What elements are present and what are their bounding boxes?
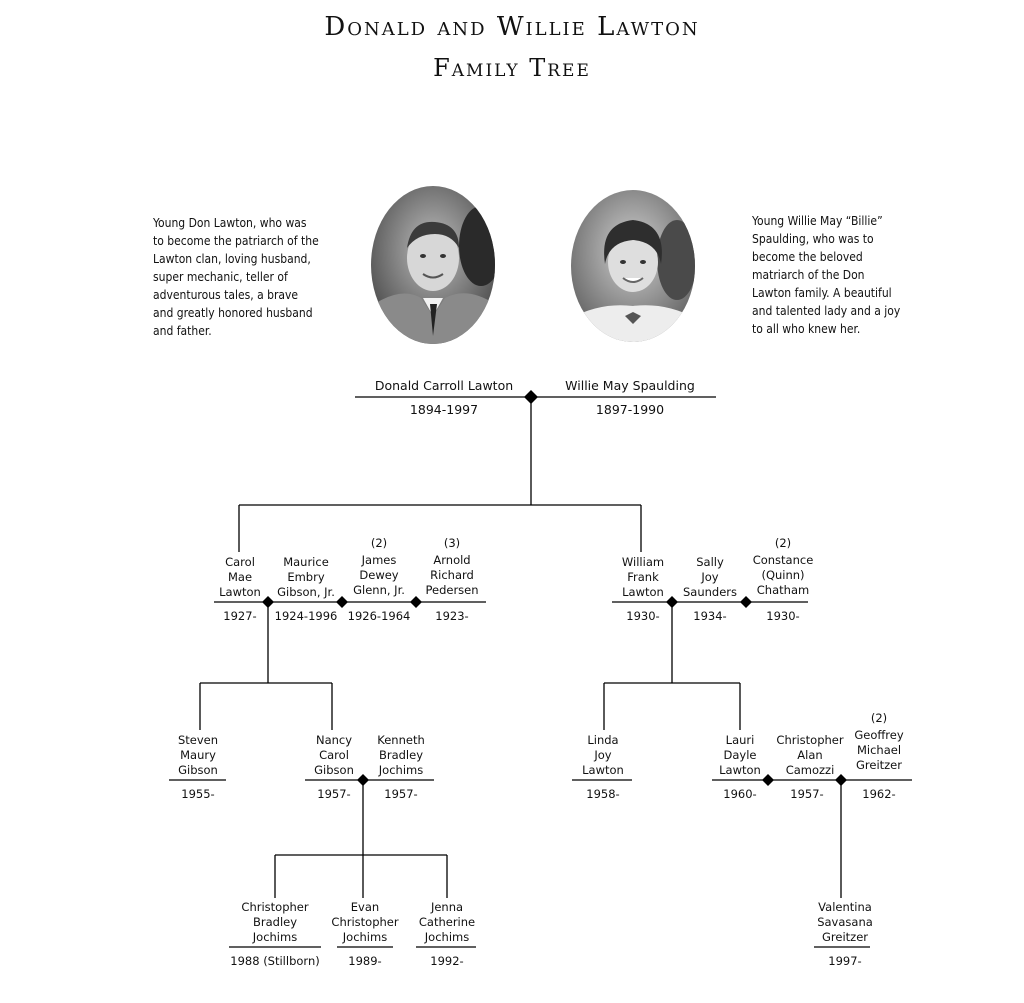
name-line: Michael (856, 743, 902, 757)
marriage-diamond (666, 596, 678, 608)
name-line: Lawton (582, 763, 624, 777)
marriage-diamond (410, 596, 422, 608)
name-line: Christopher (331, 915, 399, 929)
marriage-diamond (357, 774, 369, 786)
page-title: Donald and Willie Lawton (324, 12, 700, 42)
marriage-diamond (524, 390, 538, 404)
person-arnold (425, 536, 478, 598)
name-line: Savasana (817, 915, 873, 929)
marriage-number: (2) (370, 536, 388, 550)
name-line: Frank (627, 570, 659, 584)
dates-christopher-jochims: 1988 (Stillborn) (230, 954, 320, 968)
name-line: Camozzi (785, 763, 835, 777)
dates-lauri: 1960- (723, 787, 757, 801)
name-line: Alan (797, 748, 823, 762)
person-steven (178, 733, 218, 778)
name-line: Embry (287, 570, 325, 584)
caption-line: Spaulding, who was to (752, 232, 874, 246)
name-line: Evan (350, 900, 380, 914)
name-line: Lauri (725, 733, 755, 747)
person-sally (683, 555, 737, 600)
name-line: Richard (430, 568, 474, 582)
name-line: Joy (701, 570, 719, 584)
person-maurice (277, 555, 335, 600)
marriage-number: (2) (774, 536, 792, 550)
name-line: Steven (177, 733, 219, 747)
name-line: Maurice (283, 555, 329, 569)
name-line: Chatham (756, 583, 810, 597)
marriage-diamond (740, 596, 752, 608)
person-kenneth (377, 733, 425, 778)
person-nancy (314, 733, 354, 778)
name-line: Dayle (723, 748, 757, 762)
dates-geoffrey: 1962- (862, 787, 896, 801)
name-line: Geoffrey (854, 728, 904, 742)
person-valentina (817, 900, 873, 945)
name-line: Dewey (359, 568, 399, 582)
person-jenna (419, 900, 475, 945)
person-linda (582, 733, 624, 778)
name-line: Maury (180, 748, 216, 762)
person-james (353, 536, 405, 598)
dates-maurice: 1924-1996 (274, 609, 338, 623)
dates-steven: 1955- (181, 787, 215, 801)
dates-carol: 1927- (223, 609, 257, 623)
caption-line: matriarch of the Don (752, 268, 865, 282)
page-subtitle: Family Tree (433, 54, 591, 82)
name-line: Nancy (315, 733, 353, 747)
name-line: Lawton (622, 585, 664, 599)
dates-arnold: 1923- (435, 609, 469, 623)
marriage-number: (3) (443, 536, 461, 550)
name-line: Pedersen (425, 583, 479, 597)
name-line: Constance (752, 553, 814, 567)
caption-line: become the beloved (752, 250, 863, 264)
name-line: Arnold (433, 553, 471, 567)
person-carol (219, 555, 261, 600)
name-line: Christopher (776, 733, 844, 747)
dates-sally: 1934- (693, 609, 727, 623)
dates-nancy: 1957- (317, 787, 351, 801)
dates-christopher-camozzi: 1957- (790, 787, 824, 801)
name-line: Joy (594, 748, 612, 762)
name-line: Saunders (682, 585, 738, 599)
person-name-willie: Willie May Spaulding (565, 378, 695, 393)
name-line: Carol (319, 748, 349, 762)
name-line: William (621, 555, 665, 569)
marriage-diamond (262, 596, 274, 608)
person-constance (753, 536, 814, 598)
caption-line: super mechanic, teller of (153, 270, 288, 284)
name-line: Lawton (219, 585, 261, 599)
name-line: James (361, 553, 397, 567)
caption-line: and father. (153, 324, 212, 338)
dates-evan: 1989- (348, 954, 382, 968)
person-name-donald: Donald Carroll Lawton (374, 378, 514, 393)
name-line: Sally (696, 555, 724, 569)
marriage-diamond (762, 774, 774, 786)
person-dates-donald: 1894-1997 (409, 402, 479, 417)
person-william (622, 555, 664, 600)
name-line: Jochims (252, 930, 298, 944)
person-christopher-jochims (241, 900, 308, 945)
name-line: Christopher (241, 900, 309, 914)
person-geoffrey (854, 711, 903, 773)
name-line: Bradley (252, 915, 298, 929)
name-line: Kenneth (377, 733, 425, 747)
dates-james: 1926-1964 (347, 609, 411, 623)
name-line: Jochims (378, 763, 424, 777)
dates-constance: 1930- (766, 609, 800, 623)
dates-linda: 1958- (586, 787, 620, 801)
person-christopher-camozzi (776, 733, 843, 778)
dates-jenna: 1992- (430, 954, 464, 968)
name-line: Gibson (314, 763, 354, 777)
name-line: Valentina (818, 900, 872, 914)
dates-william: 1930- (626, 609, 660, 623)
name-line: Glenn, Jr. (353, 583, 405, 597)
dates-kenneth: 1957- (384, 787, 418, 801)
caption-line: Lawton family. A beautiful (752, 286, 892, 300)
name-line: Jochims (424, 930, 470, 944)
person-dates-willie: 1897-1990 (595, 402, 665, 417)
name-line: Greitzer (855, 758, 902, 772)
caption-line: adventurous tales, a brave (153, 288, 299, 302)
name-line: (Quinn) (761, 568, 805, 582)
person-lauri (719, 733, 761, 778)
caption-line: and talented lady and a joy (752, 304, 901, 318)
name-line: Gibson, Jr. (277, 585, 335, 599)
name-line: Mae (227, 570, 253, 584)
person-evan (331, 900, 398, 945)
name-line: Lawton (719, 763, 761, 777)
dates-valentina: 1997- (828, 954, 862, 968)
marriage-diamond (336, 596, 348, 608)
caption-line: Young Don Lawton, who was (153, 216, 307, 230)
name-line: Linda (587, 733, 619, 747)
name-line: Catherine (418, 915, 476, 929)
name-line: Greitzer (821, 930, 869, 944)
caption-line: Lawton clan, loving husband, (153, 252, 311, 266)
caption-line: Young Willie May “Billie” (752, 214, 883, 228)
caption-line: and greatly honored husband (153, 306, 313, 320)
name-line: Jochims (342, 930, 388, 944)
name-line: Carol (225, 555, 255, 569)
marriage-number: (2) (870, 711, 888, 725)
name-line: Bradley (378, 748, 424, 762)
name-line: Gibson (178, 763, 218, 777)
name-line: Jenna (430, 900, 464, 914)
caption-line: to become the patriarch of the (153, 234, 319, 248)
caption-line: to all who knew her. (752, 322, 861, 336)
